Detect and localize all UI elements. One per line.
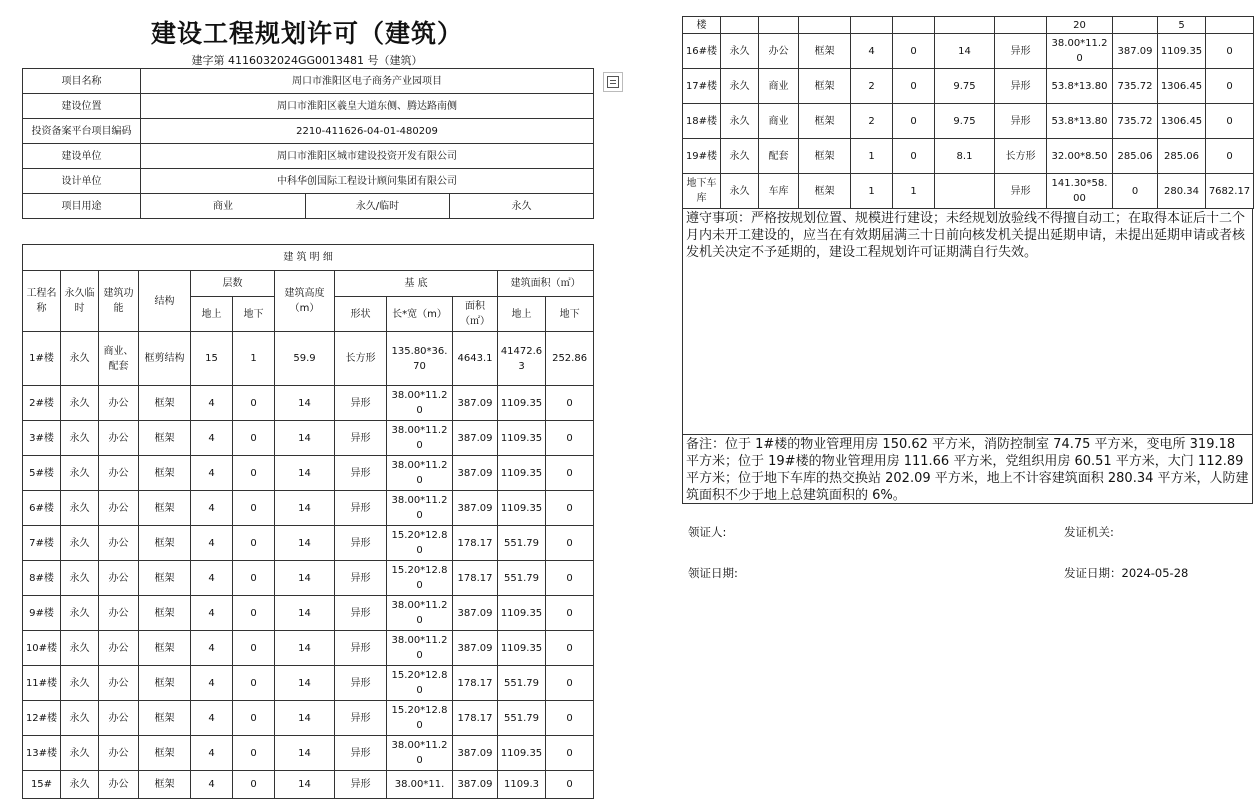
table-cell: 框架	[139, 701, 191, 736]
table-cell: 14	[935, 34, 995, 69]
table-cell: 4	[191, 561, 233, 596]
table-cell: 异形	[335, 596, 387, 631]
table-cell: 异形	[335, 421, 387, 456]
table-cell: 38.00*11.20	[387, 421, 453, 456]
table-cell: 1109.35	[498, 456, 546, 491]
table-cell: 异形	[995, 34, 1047, 69]
table-cell: 38.00*11.20	[387, 736, 453, 771]
table-cell: 9.75	[935, 69, 995, 104]
header-length-width: 长*宽（m）	[387, 297, 453, 332]
table-cell: 2	[851, 104, 893, 139]
table-cell: 16#楼	[683, 34, 721, 69]
table-cell: 车库	[759, 174, 799, 209]
table-cell: 1#楼	[23, 332, 61, 386]
table-cell	[935, 17, 995, 34]
table-cell	[935, 174, 995, 209]
table-cell: 0	[233, 456, 275, 491]
table-cell: 14	[275, 526, 335, 561]
info-value: 周口市淮阳区电子商务产业园项目	[141, 69, 594, 94]
table-cell: 17#楼	[683, 69, 721, 104]
table-cell: 1306.45	[1158, 69, 1206, 104]
table-cell: 异形	[995, 69, 1047, 104]
info-value: 中科华创国际工程设计顾问集团有限公司	[141, 169, 594, 194]
table-cell: 551.79	[498, 701, 546, 736]
table-cell: 框架	[139, 526, 191, 561]
table-cell: 1	[851, 174, 893, 209]
table-cell: 9#楼	[23, 596, 61, 631]
table-cell: 办公	[99, 666, 139, 701]
table-cell: 20	[1047, 17, 1113, 34]
table-cell: 长方形	[995, 139, 1047, 174]
table-cell: 0	[233, 561, 275, 596]
table-cell: 15	[191, 332, 233, 386]
table-cell: 11#楼	[23, 666, 61, 701]
table-cell: 异形	[335, 701, 387, 736]
section-title: 建 筑 明 细	[23, 245, 594, 271]
compliance-notes: 遵守事项：严格按规划位置、规模进行建设；未经规划放验线不得擅自动工；在取得本证后十二个月内未开工建设的，应当在有效期届满三十日前向核发机关提出延期申请，未提出延期申请或者核发机关决定不予延期的，建设工程规划许可证期满自行失效。	[682, 209, 1253, 435]
table-cell: 141.30*58.00	[1047, 174, 1113, 209]
table-cell: 框架	[799, 139, 851, 174]
table-cell: 永久	[61, 771, 99, 799]
table-row	[23, 561, 594, 596]
table-cell: 框架	[139, 491, 191, 526]
table-cell: 商业	[759, 69, 799, 104]
table-row	[23, 631, 594, 666]
table-cell: 14	[275, 666, 335, 701]
info-value: 2210-411626-04-01-480209	[141, 119, 594, 144]
table-cell: 0	[233, 421, 275, 456]
header-floors-above: 地上	[191, 297, 233, 332]
info-label: 投资备案平台项目编码	[23, 119, 141, 144]
table-cell: 0	[893, 104, 935, 139]
table-cell: 办公	[99, 736, 139, 771]
table-cell: 框架	[139, 666, 191, 701]
table-cell: 0	[546, 771, 594, 799]
table-cell: 框架	[139, 456, 191, 491]
table-cell: 框架	[139, 596, 191, 631]
info-value: 商业	[141, 194, 306, 219]
table-cell: 53.8*13.80	[1047, 69, 1113, 104]
table-cell: 15.20*12.80	[387, 526, 453, 561]
table-cell: 4	[191, 771, 233, 799]
table-cell: 0	[546, 491, 594, 526]
table-cell: 0	[546, 736, 594, 771]
table-cell: 异形	[335, 736, 387, 771]
table-cell: 14	[275, 736, 335, 771]
table-cell: 4643.1	[453, 332, 498, 386]
table-cell: 商业	[759, 104, 799, 139]
header-area-below: 地下	[546, 297, 594, 332]
table-cell: 框架	[799, 174, 851, 209]
table-cell: 异形	[335, 456, 387, 491]
table-cell: 14	[275, 596, 335, 631]
table-cell: 19#楼	[683, 139, 721, 174]
table-cell: 14	[275, 491, 335, 526]
table-cell: 1	[851, 139, 893, 174]
info-row-project-name	[23, 69, 594, 94]
table-cell: 0	[233, 386, 275, 421]
table-cell: 387.09	[453, 736, 498, 771]
table-cell: 1109.35	[498, 421, 546, 456]
table-cell: 办公	[99, 771, 139, 799]
table-cell: 长方形	[335, 332, 387, 386]
table-cell: 6#楼	[23, 491, 61, 526]
table-cell: 永久	[721, 174, 759, 209]
table-cell: 办公	[99, 491, 139, 526]
table-cell: 商业、配套	[99, 332, 139, 386]
table-cell: 8.1	[935, 139, 995, 174]
table-cell	[721, 17, 759, 34]
table-cell: 永久	[61, 332, 99, 386]
table-cell: 0	[233, 491, 275, 526]
table-cell: 4	[191, 596, 233, 631]
table-cell: 14	[275, 771, 335, 799]
table-cell: 异形	[335, 666, 387, 701]
table-cell: 永久	[721, 69, 759, 104]
table-cell: 32.00*8.50	[1047, 139, 1113, 174]
section-title-row	[23, 245, 594, 271]
table-cell: 0	[233, 701, 275, 736]
table-cell: 0	[1206, 104, 1254, 139]
table-cell: 387.09	[453, 596, 498, 631]
table-cell: 285.06	[1113, 139, 1158, 174]
table-row	[683, 69, 1254, 104]
table-cell: 14	[275, 631, 335, 666]
table-cell: 2	[851, 69, 893, 104]
table-cell: 53.8*13.80	[1047, 104, 1113, 139]
table-cell: 735.72	[1113, 104, 1158, 139]
table-cell: 0	[546, 701, 594, 736]
table-cell: 异形	[335, 561, 387, 596]
remarks-notes: 备注：位于 1#楼的物业管理用房 150.62 平方米，消防控制室 74.75 平方米，变电所 319.18 平方米；位于 19#楼的物业管理用房 111.66 平方米，党组织用房 60.51 平方米，大门 112.89 平方米；位于地下车库的热交换站 202.09 平方米，地上不计容建筑面积 280.34 平方米，人防建筑面积不少于地上总建筑面积的 6%。	[682, 434, 1253, 504]
table-cell: 4	[191, 631, 233, 666]
table-cell	[893, 17, 935, 34]
table-cell: 0	[233, 666, 275, 701]
table-row	[23, 701, 594, 736]
table-row	[683, 174, 1254, 209]
table-cell: 0	[233, 631, 275, 666]
table-cell: 永久	[61, 736, 99, 771]
table-cell: 387.09	[453, 386, 498, 421]
header-floors: 层数	[191, 271, 275, 297]
table-cell: 0	[1206, 69, 1254, 104]
table-cell: 4	[851, 34, 893, 69]
table-cell: 10#楼	[23, 631, 61, 666]
table-cell: 1109.35	[498, 596, 546, 631]
table-cell: 异形	[335, 631, 387, 666]
header-base-area: 面积（㎡）	[453, 297, 498, 332]
table-row	[23, 526, 594, 561]
table-cell: 551.79	[498, 526, 546, 561]
table-cell: 15#	[23, 771, 61, 799]
table-cell: 5	[1158, 17, 1206, 34]
building-rows-continued	[683, 17, 1254, 209]
table-cell: 4	[191, 386, 233, 421]
header-gross-area: 建筑面积（㎡）	[498, 271, 594, 297]
table-cell: 0	[546, 631, 594, 666]
info-row-builder	[23, 144, 594, 169]
table-cell: 178.17	[453, 526, 498, 561]
table-cell: 异形	[335, 526, 387, 561]
table-cell: 15.20*12.80	[387, 701, 453, 736]
table-cell: 551.79	[498, 561, 546, 596]
table-cell: 0	[546, 561, 594, 596]
table-cell: 15.20*12.80	[387, 666, 453, 701]
table-cell: 14	[275, 386, 335, 421]
table-cell	[851, 17, 893, 34]
table-cell: 办公	[99, 596, 139, 631]
table-cell: 3#楼	[23, 421, 61, 456]
table-cell: 永久	[61, 666, 99, 701]
table-cell: 办公	[99, 561, 139, 596]
table-cell: 0	[546, 596, 594, 631]
table-cell: 387.09	[1113, 34, 1158, 69]
table-cell: 永久	[61, 386, 99, 421]
table-cell: 38.00*11.20	[387, 491, 453, 526]
header-area-above: 地上	[498, 297, 546, 332]
header-shape: 形状	[335, 297, 387, 332]
table-cell: 252.86	[546, 332, 594, 386]
table-cell: 0	[893, 34, 935, 69]
table-cell: 框剪结构	[139, 332, 191, 386]
table-cell: 38.00*11.20	[387, 456, 453, 491]
table-cell	[1113, 17, 1158, 34]
table-cell: 178.17	[453, 701, 498, 736]
table-cell: 15.20*12.80	[387, 561, 453, 596]
table-cell: 框架	[139, 771, 191, 799]
info-row-location	[23, 94, 594, 119]
header-row-1	[23, 271, 594, 297]
table-cell: 办公	[99, 631, 139, 666]
table-cell: 0	[546, 421, 594, 456]
table-cell: 1109.35	[498, 736, 546, 771]
table-cell: 387.09	[453, 771, 498, 799]
table-cell: 永久	[61, 596, 99, 631]
header-base: 基 底	[335, 271, 498, 297]
table-cell: 0	[893, 69, 935, 104]
table-cell: 配套	[759, 139, 799, 174]
table-row	[683, 139, 1254, 174]
table-cell: 7#楼	[23, 526, 61, 561]
table-cell: 0	[546, 386, 594, 421]
table-cell: 9.75	[935, 104, 995, 139]
table-cell: 框架	[799, 104, 851, 139]
table-cell: 0	[546, 666, 594, 701]
table-cell: 14	[275, 456, 335, 491]
table-cell: 地下车库	[683, 174, 721, 209]
table-row	[23, 736, 594, 771]
info-label: 建设单位	[23, 144, 141, 169]
table-cell: 12#楼	[23, 701, 61, 736]
table-cell: 0	[546, 526, 594, 561]
table-cell: 1109.35	[1158, 34, 1206, 69]
table-cell	[799, 17, 851, 34]
table-cell: 4	[191, 526, 233, 561]
table-cell: 永久	[61, 491, 99, 526]
table-row	[23, 771, 594, 799]
table-cell: 0	[233, 526, 275, 561]
table-cell: 4	[191, 491, 233, 526]
table-row	[23, 666, 594, 701]
table-cell: 0	[546, 456, 594, 491]
table-cell: 38.00*11.20	[387, 631, 453, 666]
building-details-table	[22, 244, 594, 799]
table-cell: 5#楼	[23, 456, 61, 491]
table-cell: 14	[275, 561, 335, 596]
table-cell: 0	[893, 139, 935, 174]
table-cell: 178.17	[453, 561, 498, 596]
table-cell: 框架	[139, 631, 191, 666]
table-cell: 4	[191, 736, 233, 771]
table-cell: 办公	[99, 526, 139, 561]
permit-number: 建字第 4116032024GG0013481 号（建筑）	[191, 54, 423, 67]
table-cell: 0	[233, 736, 275, 771]
table-cell: 办公	[99, 701, 139, 736]
table-cell: 框架	[139, 386, 191, 421]
project-info-table	[22, 68, 594, 219]
table-cell: 18#楼	[683, 104, 721, 139]
table-cell: 0	[1113, 174, 1158, 209]
table-cell: 永久	[721, 104, 759, 139]
info-label: 项目用途	[23, 194, 141, 219]
table-cell: 0	[1206, 139, 1254, 174]
table-cell: 框架	[139, 421, 191, 456]
table-cell: 永久	[61, 701, 99, 736]
table-cell: 387.09	[453, 456, 498, 491]
header-perm: 永久临时	[61, 271, 99, 332]
recipient-label: 领证人:	[688, 525, 727, 539]
table-row	[683, 34, 1254, 69]
table-cell: 387.09	[453, 491, 498, 526]
table-row	[23, 491, 594, 526]
header-floors-below: 地下	[233, 297, 275, 332]
table-cell: 异形	[335, 386, 387, 421]
table-cell: 7682.17	[1206, 174, 1254, 209]
table-cell: 永久	[61, 631, 99, 666]
table-cell: 8#楼	[23, 561, 61, 596]
table-cell: 38.00*11.20	[387, 386, 453, 421]
table-cell: 框架	[139, 736, 191, 771]
table-cell: 38.00*11.20	[1047, 34, 1113, 69]
info-label: 项目名称	[23, 69, 141, 94]
info-row-filing-code	[23, 119, 594, 144]
table-cell: 387.09	[453, 631, 498, 666]
table-cell: 0	[1206, 34, 1254, 69]
table-cell: 异形	[335, 491, 387, 526]
table-cell: 59.9	[275, 332, 335, 386]
table-cell: 办公	[99, 456, 139, 491]
table-cell: 14	[275, 421, 335, 456]
table-cell: 1	[233, 332, 275, 386]
table-row	[683, 104, 1254, 139]
table-cell: 4	[191, 456, 233, 491]
header-func: 建筑功能	[99, 271, 139, 332]
table-row	[23, 421, 594, 456]
table-cell: 框架	[139, 561, 191, 596]
building-details-continued-table	[682, 16, 1254, 209]
table-row	[23, 386, 594, 421]
building-rows	[23, 332, 594, 799]
table-cell: 1109.35	[498, 491, 546, 526]
table-cell: 285.06	[1158, 139, 1206, 174]
table-cell: 永久	[721, 139, 759, 174]
table-cell: 0	[233, 771, 275, 799]
table-cell: 框架	[799, 34, 851, 69]
table-cell: 办公	[99, 421, 139, 456]
table-cell: 280.34	[1158, 174, 1206, 209]
table-cell: 1109.35	[498, 386, 546, 421]
table-cell: 14	[275, 701, 335, 736]
table-cell: 13#楼	[23, 736, 61, 771]
table-row	[23, 456, 594, 491]
table-cell: 异形	[995, 104, 1047, 139]
table-cell: 38.00*11.20	[387, 596, 453, 631]
table-cell: 1109.35	[498, 631, 546, 666]
table-cell	[759, 17, 799, 34]
table-cell: 永久	[61, 456, 99, 491]
table-cell: 178.17	[453, 666, 498, 701]
table-cell: 41472.63	[498, 332, 546, 386]
info-label: 建设位置	[23, 94, 141, 119]
table-row	[23, 332, 594, 386]
info-value: 周口市淮阳区城市建设投资开发有限公司	[141, 144, 594, 169]
info-value: 永久	[450, 194, 594, 219]
table-cell: 2#楼	[23, 386, 61, 421]
table-cell: 551.79	[498, 666, 546, 701]
table-cell: 0	[233, 596, 275, 631]
table-cell: 永久	[61, 421, 99, 456]
info-row-designer	[23, 169, 594, 194]
table-cell: 4	[191, 421, 233, 456]
table-cell: 38.00*11.	[387, 771, 453, 799]
issuer-label: 发证机关:	[1064, 525, 1114, 539]
header-height: 建筑高度（m）	[275, 271, 335, 332]
document-title: 建设工程规划许可（建筑）	[150, 19, 463, 48]
table-cell: 4	[191, 701, 233, 736]
table-cell: 1109.3	[498, 771, 546, 799]
receive-date-label: 领证日期:	[688, 566, 738, 580]
table-cell: 异形	[995, 174, 1047, 209]
table-cell: 楼	[683, 17, 721, 34]
info-row-usage	[23, 194, 594, 219]
header-name: 工程名称	[23, 271, 61, 332]
table-cell: 永久	[721, 34, 759, 69]
table-cell: 办公	[99, 386, 139, 421]
table-cell: 框架	[799, 69, 851, 104]
table-cell: 135.80*36.70	[387, 332, 453, 386]
table-cell: 永久	[61, 561, 99, 596]
table-cell: 异形	[335, 771, 387, 799]
table-cell: 735.72	[1113, 69, 1158, 104]
issue-date-label: 发证日期：2024-05-28	[1064, 566, 1189, 580]
qr-code-icon[interactable]	[603, 72, 623, 92]
table-cell: 1306.45	[1158, 104, 1206, 139]
info-label: 永久/临时	[306, 194, 450, 219]
table-cell: 办公	[759, 34, 799, 69]
table-cell	[995, 17, 1047, 34]
table-row	[23, 596, 594, 631]
table-cell: 1	[893, 174, 935, 209]
table-cell: 387.09	[453, 421, 498, 456]
info-label: 设计单位	[23, 169, 141, 194]
table-cell: 4	[191, 666, 233, 701]
info-value: 周口市淮阳区羲皇大道东侧、腾达路南侧	[141, 94, 594, 119]
header-struct: 结构	[139, 271, 191, 332]
table-cell	[1206, 17, 1254, 34]
table-cell: 永久	[61, 526, 99, 561]
table-row	[683, 17, 1254, 34]
